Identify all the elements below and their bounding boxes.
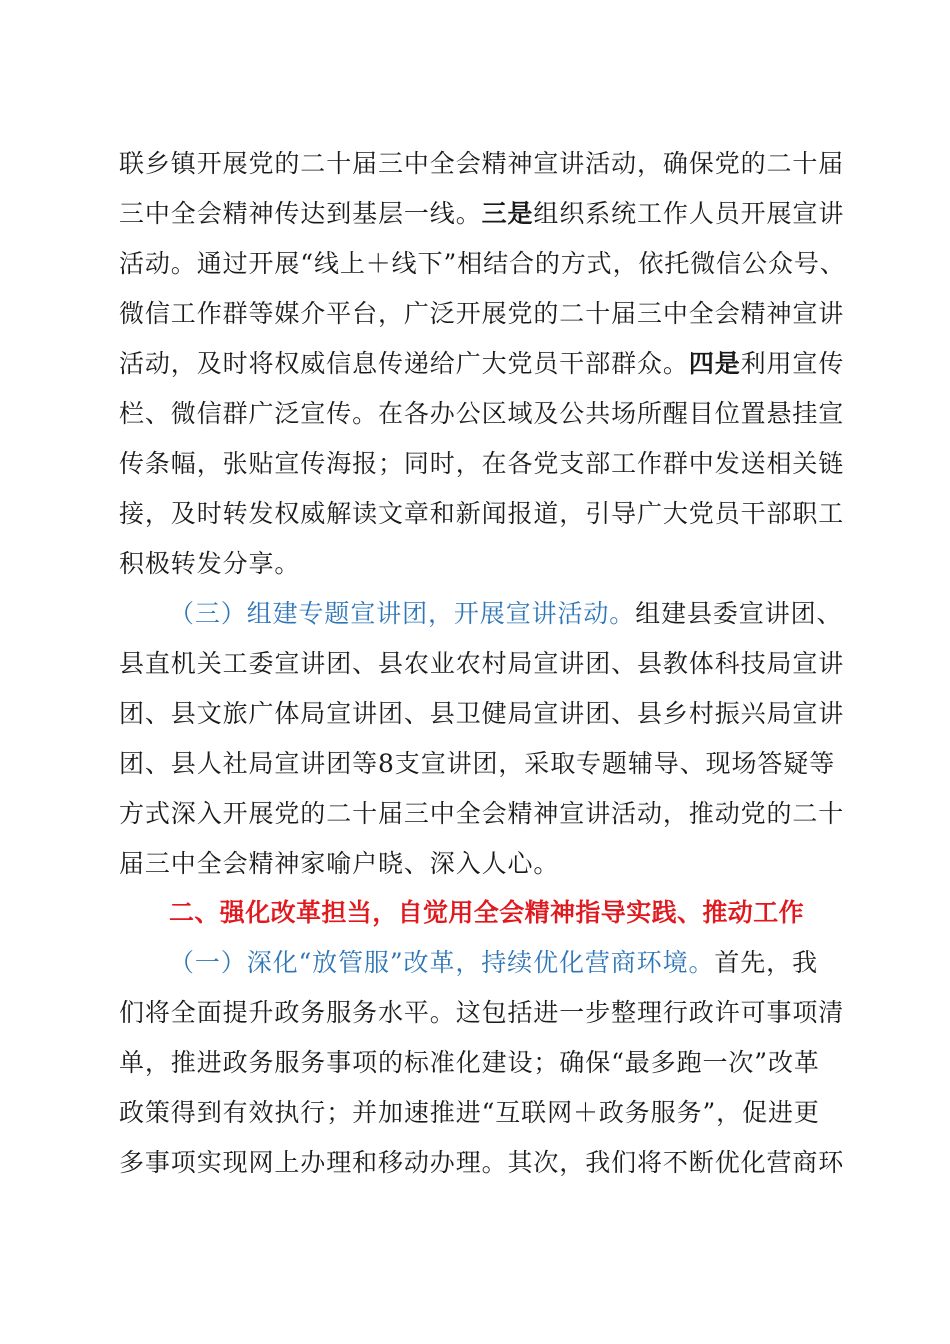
text-line-20 bbox=[119, 1097, 839, 1129]
text-line-15 bbox=[119, 848, 839, 880]
text-line-8 bbox=[119, 498, 845, 530]
text-line-10 bbox=[169, 598, 889, 630]
subsection-heading: （一）深化“放管服”改革，持续优化营商环境。 bbox=[169, 948, 715, 977]
text-line-1 bbox=[119, 148, 845, 180]
subsection-heading: （三）组建专题宣讲团，开展宣讲活动。 bbox=[169, 599, 636, 628]
text-run: 传条幅，张贴宣传海报；同时，在各党支部工作群中发送相关链 bbox=[119, 449, 845, 478]
text-run: 首先，我 bbox=[714, 948, 818, 977]
text-line-21 bbox=[119, 1147, 845, 1179]
text-run: 县直机关工委宣讲团、县农业农村局宣讲团、县教体科技局宣讲 bbox=[119, 649, 845, 678]
text-line-9 bbox=[119, 548, 839, 580]
text-run: 单，推进政务服务事项的标准化建设；确保“最多跑一次”改革 bbox=[119, 1048, 820, 1077]
text-run: 多事项实现网上办理和移动办理。其次，我们将不断优化营商环 bbox=[119, 1148, 845, 1177]
section-heading: 二、强化改革担当，自觉用全会精神指导实践、推动工作 bbox=[169, 898, 805, 927]
text-run: 团、县文旅广体局宣讲团、县卫健局宣讲团、县乡村振兴局宣讲 bbox=[119, 699, 845, 728]
text-line-12 bbox=[119, 698, 845, 730]
bold-keyword: 三是 bbox=[481, 199, 534, 228]
text-line-13 bbox=[119, 748, 839, 780]
text-run: 接，及时转发权威解读文章和新闻报道，引导广大党员干部职工 bbox=[119, 499, 845, 528]
text-line-6 bbox=[119, 398, 845, 430]
text-run: 微信工作群等媒介平台，广泛开展党的二十届三中全会精神宣讲 bbox=[119, 299, 845, 328]
text-line-2 bbox=[119, 198, 845, 230]
bold-keyword: 四是 bbox=[688, 349, 741, 378]
text-run: 们将全面提升政务服务水平。这包括进一步整理行政许可事项清 bbox=[119, 998, 845, 1027]
text-line-19 bbox=[119, 1047, 839, 1079]
text-line-4 bbox=[119, 298, 845, 330]
text-line-14 bbox=[119, 798, 845, 830]
text-run: 政策得到有效执行；并加速推进“互联网＋政务服务”，促进更 bbox=[119, 1098, 820, 1127]
text-run: 方式深入开展党的二十届三中全会精神宣讲活动，推动党的二十 bbox=[119, 799, 845, 828]
text-run: 团、县人社局宣讲团等8支宣讲团，采取专题辅导、现场答疑等 bbox=[119, 749, 836, 778]
text-line-17 bbox=[169, 947, 889, 979]
text-run: 活动。通过开展“线上＋线下”相结合的方式，依托微信公众号、 bbox=[119, 249, 846, 278]
text-line-18 bbox=[119, 997, 845, 1029]
text-line-3 bbox=[119, 248, 846, 280]
text-run: 组建县委宣讲团、 bbox=[635, 599, 843, 628]
text-run: 届三中全会精神家喻户晓、深入人心。 bbox=[119, 849, 560, 878]
text-line-11 bbox=[119, 648, 845, 680]
text-run: 三中全会精神传达到基层一线。 bbox=[119, 199, 482, 228]
text-line-7 bbox=[119, 448, 845, 480]
text-run: 组织系统工作人员开展宣讲 bbox=[533, 199, 845, 228]
text-line-5 bbox=[119, 348, 845, 380]
text-run: 利用宣传 bbox=[740, 349, 845, 378]
text-line-16 bbox=[169, 897, 889, 929]
text-run: 联乡镇开展党的二十届三中全会精神宣讲活动，确保党的二十届 bbox=[119, 149, 845, 178]
text-run: 活动，及时将权威信息传递给广大党员干部群众。 bbox=[119, 349, 689, 378]
text-run: 栏、微信群广泛宣传。在各办公区域及公共场所醒目位置悬挂宣 bbox=[119, 399, 845, 428]
text-run: 积极转发分享。 bbox=[119, 549, 301, 578]
